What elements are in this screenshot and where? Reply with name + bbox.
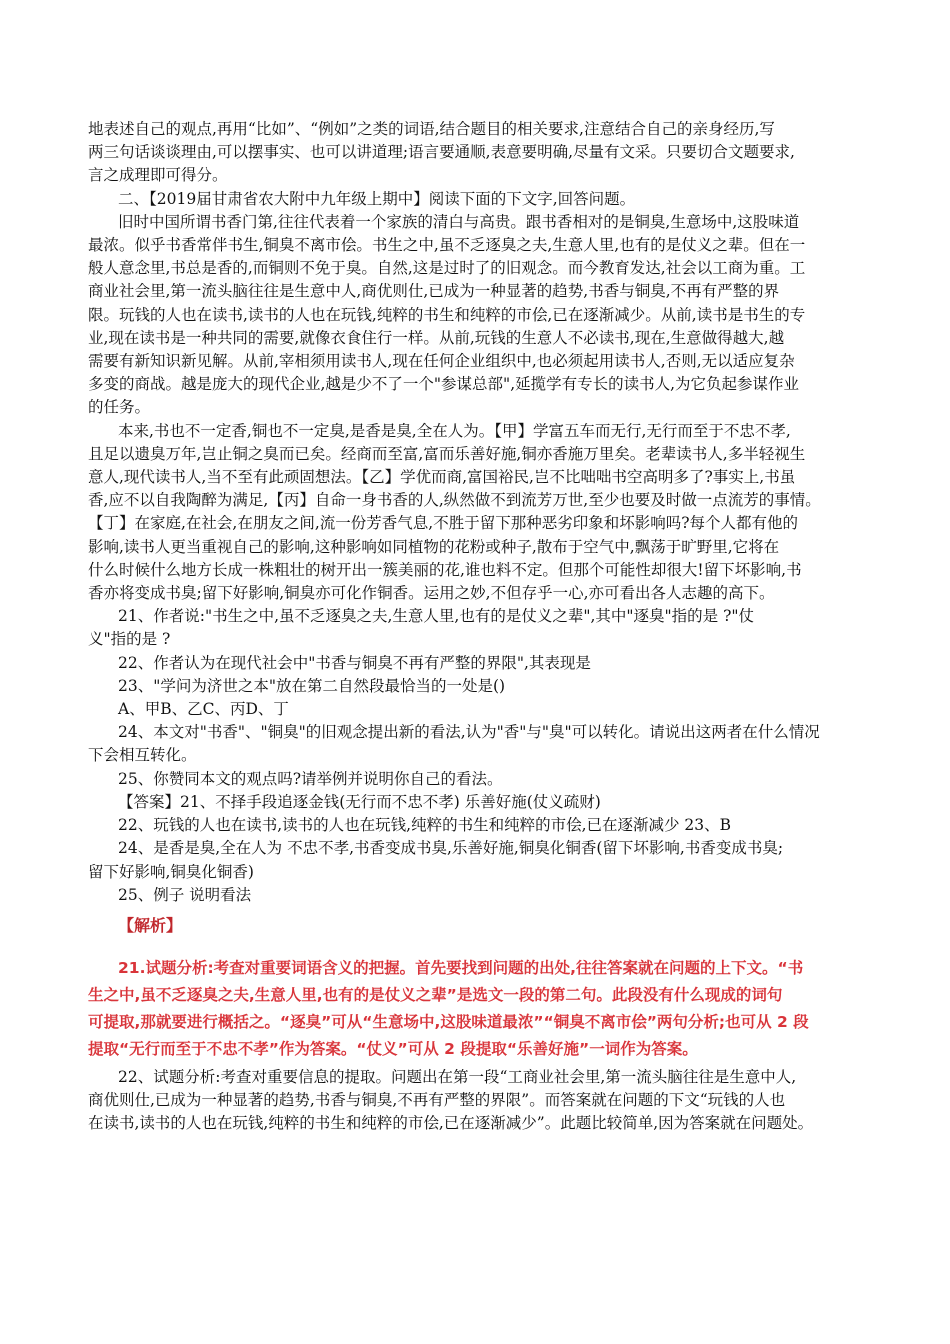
- question-24-cont: 下会相互转化。: [88, 746, 197, 765]
- paragraph-line: 本来,书也不一定香,铜也不一定臭,是香是臭,全在人为。【甲】学富五车而无行,无行而至于不忠不孝,: [118, 421, 791, 440]
- paragraph-line: 影响,读书人更当重视自己的影响,这种影响如同植物的花粉或种子,散布于空气中,飘荡于旷野里,它将在: [88, 537, 780, 556]
- question-21-cont: 义"指的是 ?: [88, 630, 171, 649]
- paragraph-line: 意人,现代读书人,当不至有此顽固想法。【乙】学优而商,富国裕民,岂不比咄咄书空高明多了?事实上,书虽: [88, 468, 796, 487]
- paragraph-line: 般人意念里,书总是香的,而铜则不免于臭。自然,这是过时了的旧观念。而今教育发达,社会以工商为重。工: [88, 259, 806, 278]
- paragraph-line: 两三句话谈谈理由,可以摆事实、也可以讲道理;语言要通顺,表意要明确,尽量有文采。只要切合文题要求,: [88, 143, 795, 162]
- paragraph-line: 商业社会里,第一流头脑往往是生意中人,商优则仕,已成为一种显著的趋势,书香与铜臭,不再有严整的界: [88, 282, 780, 301]
- paragraph-line: 业,现在读书是一种共同的需要,就像衣食住行一样。从前,玩钱的生意人不必读书,现在,生意做得越大,越: [88, 328, 785, 347]
- paragraph-line: 的任务。: [88, 398, 151, 417]
- question-25: 25、你赞同本文的观点吗?请举例并说明你自己的看法。: [118, 769, 503, 788]
- answer-22-23: 22、玩钱的人也在读书,读书的人也在玩钱,纯粹的书生和纯粹的市侩,已在逐渐减少 23、B: [118, 816, 732, 835]
- document-page: [88, 118, 880, 1136]
- question-23: 23、"学问为济世之本"放在第二自然段最恰当的一处是(): [118, 676, 506, 695]
- paragraph-line: 且足以遗臭万年,岂止铜之臭而已矣。经商而至富,富而乐善好施,铜亦香施万里矣。老辈读书人,多半轻视生: [88, 444, 806, 463]
- analysis-22-cont: 商优则仕,已成为一种显著的趋势,书香与铜臭,不再有严整的界限”。而答案就在问题的下文“玩钱的人也: [88, 1091, 786, 1110]
- paragraph-line: 旧时中国所谓书香门第,往往代表着一个家族的清白与高贵。跟书香相对的是铜臭,生意场中,这股味道: [118, 212, 800, 231]
- analysis-21-cont: 生之中,虽不乏逐臭之夫,生意人里,也有的是仗义之辈”是选文一段的第二句。此段没有什么现成的词句: [88, 985, 783, 1004]
- paragraph-line: 需要有新知识新见解。从前,宰相须用读书人,现在任何企业组织中,也必须起用读书人,否则,无以适应复杂: [88, 352, 795, 371]
- paragraph-line: 什么时候什么地方长成一株粗壮的树开出一簇美丽的花,谁也料不定。但那个可能性却很大!留下坏影响,书: [88, 560, 802, 579]
- analysis-22: 22、试题分析:考查对重要信息的提取。问题出在第一段“工商业社会里,第一流头脑往往是生意中人,: [118, 1067, 797, 1086]
- paragraph-line: 【丁】在家庭,在社会,在朋友之间,流一份芳香气息,不胜于留下那种恶劣印象和坏影响吗?每个人都有他的: [88, 514, 799, 533]
- paragraph-line: 多变的商战。越是庞大的现代企业,越是少不了一个"参谋总部",延揽学有专长的读书人,为它负起参谋作业: [88, 375, 800, 394]
- paragraph-line: 地表述自己的观点,再用“比如”、“例如”之类的词语,结合题目的相关要求,注意结合自己的亲身经历,写: [88, 120, 775, 138]
- answer-25: 25、例子 说明看法: [118, 885, 252, 904]
- paragraph-line: 最浓。似乎书香常伴书生,铜臭不离市侩。书生之中,虽不乏逐臭之夫,生意人里,也有的是仗义之辈。但在一: [88, 236, 806, 255]
- question-21: 21、作者说:"书生之中,虽不乏逐臭之夫,生意人里,也有的是仗义之辈",其中"逐臭"指的是 ?"仗: [118, 607, 755, 626]
- question-22: 22、作者认为在现代社会中"书香与铜臭不再有严整的界限",其表现是: [118, 653, 591, 672]
- analysis-21-cont: 可提取,那就要进行概括之。“逐臭”可从“生意场中,这股味道最浓”“铜臭不离市侩”两句分析;也可从 2 段: [88, 1012, 809, 1031]
- paragraph-line: 香,应不以自我陶醉为满足,【丙】自命一身书香的人,纵然做不到流芳万世,至少也要及时做一点流芳的事情。: [88, 491, 821, 510]
- question-24: 24、本文对"书香"、"铜臭"的旧观念提出新的看法,认为"香"与"臭"可以转化。请说出这两者在什么情况: [118, 723, 820, 742]
- paragraph-line: 香亦将变成书臭;留下好影响,铜臭亦可化作铜香。运用之妙,不但存乎一心,亦可看出各人志趣的高下。: [88, 584, 775, 603]
- analysis-21: 21.试题分析:考查对重要词语含义的把握。首先要找到问题的出处,往往答案就在问题的上下文。“书: [118, 958, 804, 977]
- analysis-21-cont: 提取“无行而至于不忠不孝”作为答案。“仗义”可从 2 段提取“乐善好施”一词作为答案。: [88, 1039, 698, 1058]
- analysis-22-cont: 在读书,读书的人也在玩钱,纯粹的书生和纯粹的市侩,已在逐渐减少”。此题比较简单,因为答案就在问题处。: [88, 1114, 814, 1133]
- question-23-options: A、甲B、乙C、丙D、丁: [118, 700, 289, 719]
- answer-24: 24、是香是臭,全在人为 不忠不孝,书香变成书臭,乐善好施,铜臭化铜香(留下坏影响,书香变成书臭;: [118, 839, 784, 858]
- analysis-heading: 【解析】: [118, 915, 183, 935]
- section-heading: 二、【2019届甘肃省农大附中九年级上期中】阅读下面的下文字,回答问题。: [118, 189, 636, 208]
- answer-24-cont: 留下好影响,铜臭化铜香): [88, 862, 254, 881]
- paragraph-line: 限。玩钱的人也在读书,读书的人也在玩钱,纯粹的书生和纯粹的市侩,已在逐渐减少。从前,读书是书生的专: [88, 305, 806, 324]
- answer-21: 【答案】21、不择手段追逐金钱(无行而不忠不孝) 乐善好施(仗义疏财): [118, 792, 601, 811]
- paragraph-line: 言之成理即可得分。: [88, 166, 228, 185]
